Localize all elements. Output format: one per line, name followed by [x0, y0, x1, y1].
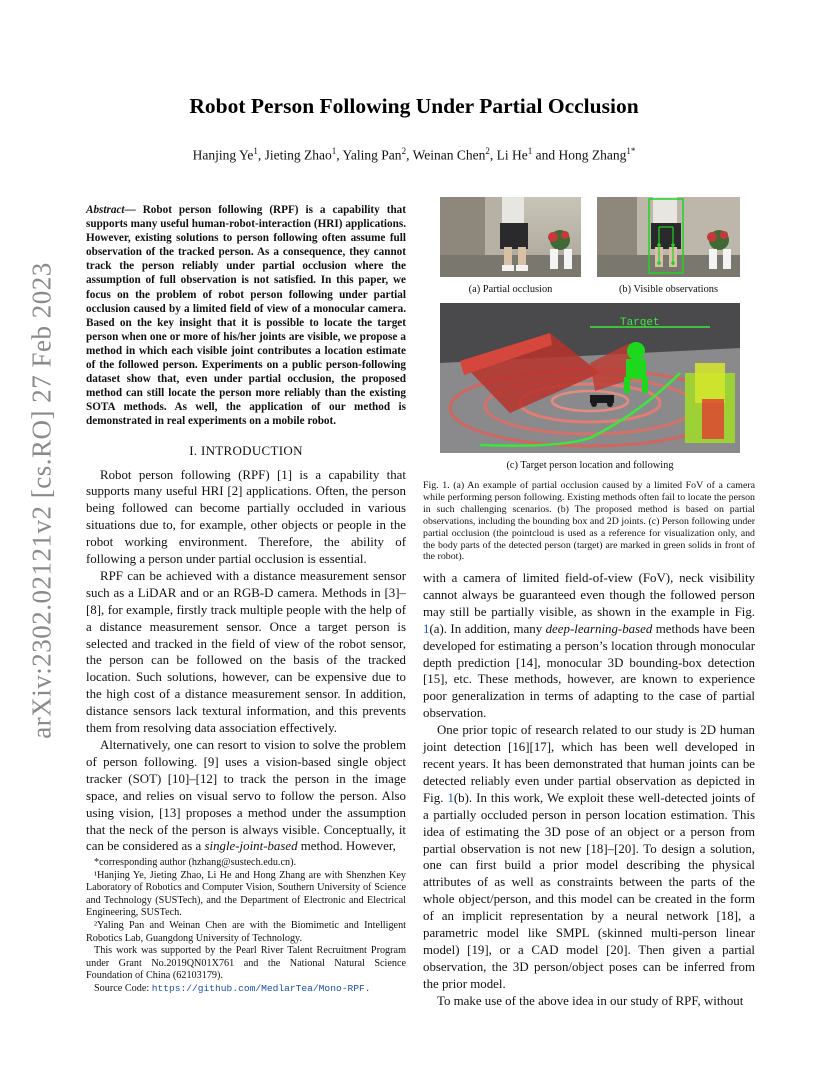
footnotes [86, 857, 406, 996]
intro-paragraph-3 [86, 737, 406, 855]
author-name: Li He [496, 147, 528, 163]
intro-paragraph-2: RPF can be achieved with a distance measurement sensor such as a LiDAR and or an RGB-D camera. Methods in [3]–[8], for example, firstly track multiple people with the help of a distance measurement sensor. Once a target person is selected and tracked in the field of view of the robot sensor, the person can be followed on the basis of the tracked location. Such solutions, however, can be expensive due to the high cost of a distance measurement sensor. In addition, distance sensors lack textural information, and this prevents them from resolving data association effectively. [86, 568, 406, 736]
author-conjunction: and [535, 147, 556, 163]
left-column [86, 203, 406, 855]
intro-p3-emphasis: single-joint-based [204, 839, 298, 854]
figure-panel-b [597, 197, 740, 277]
arxiv-identifier [22, 261, 62, 739]
author-affil: 1 [253, 146, 258, 156]
subfigure-caption-b: (b) Visible observations [618, 284, 719, 295]
author-affil: 2 [401, 146, 407, 156]
section-heading-introduction: I. INTRODUCTION [189, 442, 303, 458]
arxiv-id-text: arXiv:2302.02121v2 [cs.RO] 27 Feb 2023 [26, 261, 57, 739]
point-cloud-visualization [440, 303, 740, 453]
right-p2-text-a: One prior topic of research related to our study is 2D human joint detection [16][17], which has been well developed in recent years. It has been demonstrated that human joints can be detected reliably even under partial observation as depicted in Fig. [423, 723, 755, 805]
right-column-body [423, 570, 755, 1010]
partial-occlusion-image [440, 197, 581, 277]
footnote-affiliation-1: ¹Hanjing Ye, Jieting Zhao, Li He and Hong Zhang are with Shenzhen Key Laboratory of Robotics and Computer Vision, Southern University of Science and Technology (SUSTech), and the Department of Electronic and Electrical Engineering, SUSTech. [86, 869, 406, 919]
author-name: Hong Zhang [558, 147, 627, 163]
right-p1-text-b: (a). In addition, many [429, 621, 546, 636]
right-p1-text-c: methods have been developed for estimating a person’s location through monocular depth prediction [14], monocular 3D bounding-box detection [15], etc. These methods, however, are known to experience poor generalization in terms of adapting to the case of partial observation. [423, 621, 755, 721]
figure-ref-link[interactable]: 1 [447, 790, 454, 805]
author-affil: 1 [527, 146, 533, 156]
right-paragraph-3: To make use of the above idea in our study of RPF, without [437, 993, 744, 1008]
author-list: Hanjing Ye$^1$, Jieting Zhao$^1$, Yaling Pan$^2$, Weinan Chen$^2$, Li He$^1$ and Hong Zhang$^{1*}$ [192, 146, 636, 163]
paper-title: Robot Person Following Under Partial Occlusion [189, 94, 639, 118]
footnote-source-code [86, 983, 406, 996]
author-name: Jieting Zhao [264, 147, 332, 163]
right-paragraph-2 [423, 722, 755, 993]
intro-p3-text: Alternatively, one can resort to vision to solve the problem of person following. [9] uses a vision-based single object tracker (SOT) [10]–[12] to track the person in the image space, and relies on visual servo to follow the person. Also using vision, [13] proposes a method under the assumption that the neck of the person is always visible. Conceptually, it can be considered as a [86, 738, 406, 854]
author-name: Yaling Pan [342, 147, 402, 163]
subfigure-caption-a: (a) Partial occlusion [468, 284, 553, 295]
footnote-funding: This work was supported by the Pearl River Talent Recruitment Program under Grant No.2019QN01X761 and the National Natural Science Foundation of China (62103179). [86, 945, 406, 982]
source-code-link[interactable]: https://github.com/MedlarTea/Mono-RPF. [151, 982, 371, 994]
right-p1-emphasis: deep-learning-based [545, 621, 653, 636]
right-paragraph-1 [423, 570, 755, 722]
footnote-affiliation-2: ²Yaling Pan and Weinan Chen are with the Biomimetic and Intelligent Robotics Lab, Guangdong University of Technology. [86, 919, 406, 944]
author-affil: 2 [485, 146, 490, 156]
right-p2-text-b: (b). In this work, We exploit these well-detected joints of a partially occluded person in person location estimation. This idea of estimating the 3D pose of an object or a person from partial observation is not new [18]–[20]. To design a solution, one can first build a prior model describing the physical attributes of as well as constraints between the parts of the whole object/person, and this model can be created in the form of an implicit representation by a neural network [18], a parametric model like SMPL (skinned multi-person linear model) [19], or a CAD model [20]. Then given a partial observation, the 3D person/object poses can be inferred from the prior model. [423, 790, 755, 991]
abstract [86, 203, 406, 429]
figure-caption: Fig. 1. (a) An example of partial occlusion caused by a limited FoV of a camera while performing person following. Existing methods often fail to locate the person in such challenging scenarios. (b) The proposed method is based on partial observations, including the bounding box and 2D joints. (c) Person following under partial occlusion (the pointcloud is used as a reference for visualization only, and the body parts of the detected person (target) are marked in green solids in front of the robot). [423, 480, 755, 563]
abstract-label: Abstract [86, 204, 125, 216]
author-name: Hanjing Ye [192, 147, 254, 163]
footnote-corresponding: *corresponding author (hzhang@sustech.edu.cn). [94, 857, 297, 868]
subfigure-caption-c: (c) Target person location and following [506, 460, 674, 471]
author-affil: 1* [626, 146, 636, 156]
figure-panel-a [440, 197, 581, 277]
figure-panel-c [440, 303, 740, 453]
source-code-label: Source Code: [94, 982, 152, 994]
author-affil: 1 [331, 146, 337, 156]
intro-p3-text-end: method. However, [297, 839, 396, 854]
author-name: Weinan Chen [412, 147, 486, 163]
abstract-text: — Robot person following (RPF) is a capability that supports many useful human-robot-interaction (HRI) applications. However, existing solutions to person following often assume full observation of the tracked person. As a consequence, they cannot track the person reliably under partial occlusion where the assumption of full observation is not satisfied. In this paper, we focus on the problem of robot person following under partial occlusion caused by a limited field of view of a monocular camera. Based on the key insight that it is possible to locate the target person when one or more of his/her joints are visible, we propose a method in which each visible joint contributes a location estimate of the followed person. Experiments on a public person-following dataset show that, even under partial occlusion, the proposed method can still locate the person more reliably than the existing SOTA methods. As well, the application of our method is demonstrated in real experiments on a mobile robot. [86, 204, 406, 428]
intro-paragraph-1: Robot person following (RPF) [1] is a capability that supports many useful HRI [2] applications. Often, the person being followed can become partially occluded in various situations due to, for example, other objects or people in the robot working environment. Therefore, the ability of following a person under partial occlusion is essential. [86, 467, 406, 567]
visible-observations-image [597, 197, 740, 277]
figure-ref-link[interactable]: 1 [423, 621, 430, 636]
target-label: Target [620, 317, 660, 329]
right-p1-text-a: with a camera of limited field-of-view (FoV), neck visibility cannot always be guaranteed even though the followed person may still be partially visible, as shown in the example in Fig. [423, 571, 755, 619]
